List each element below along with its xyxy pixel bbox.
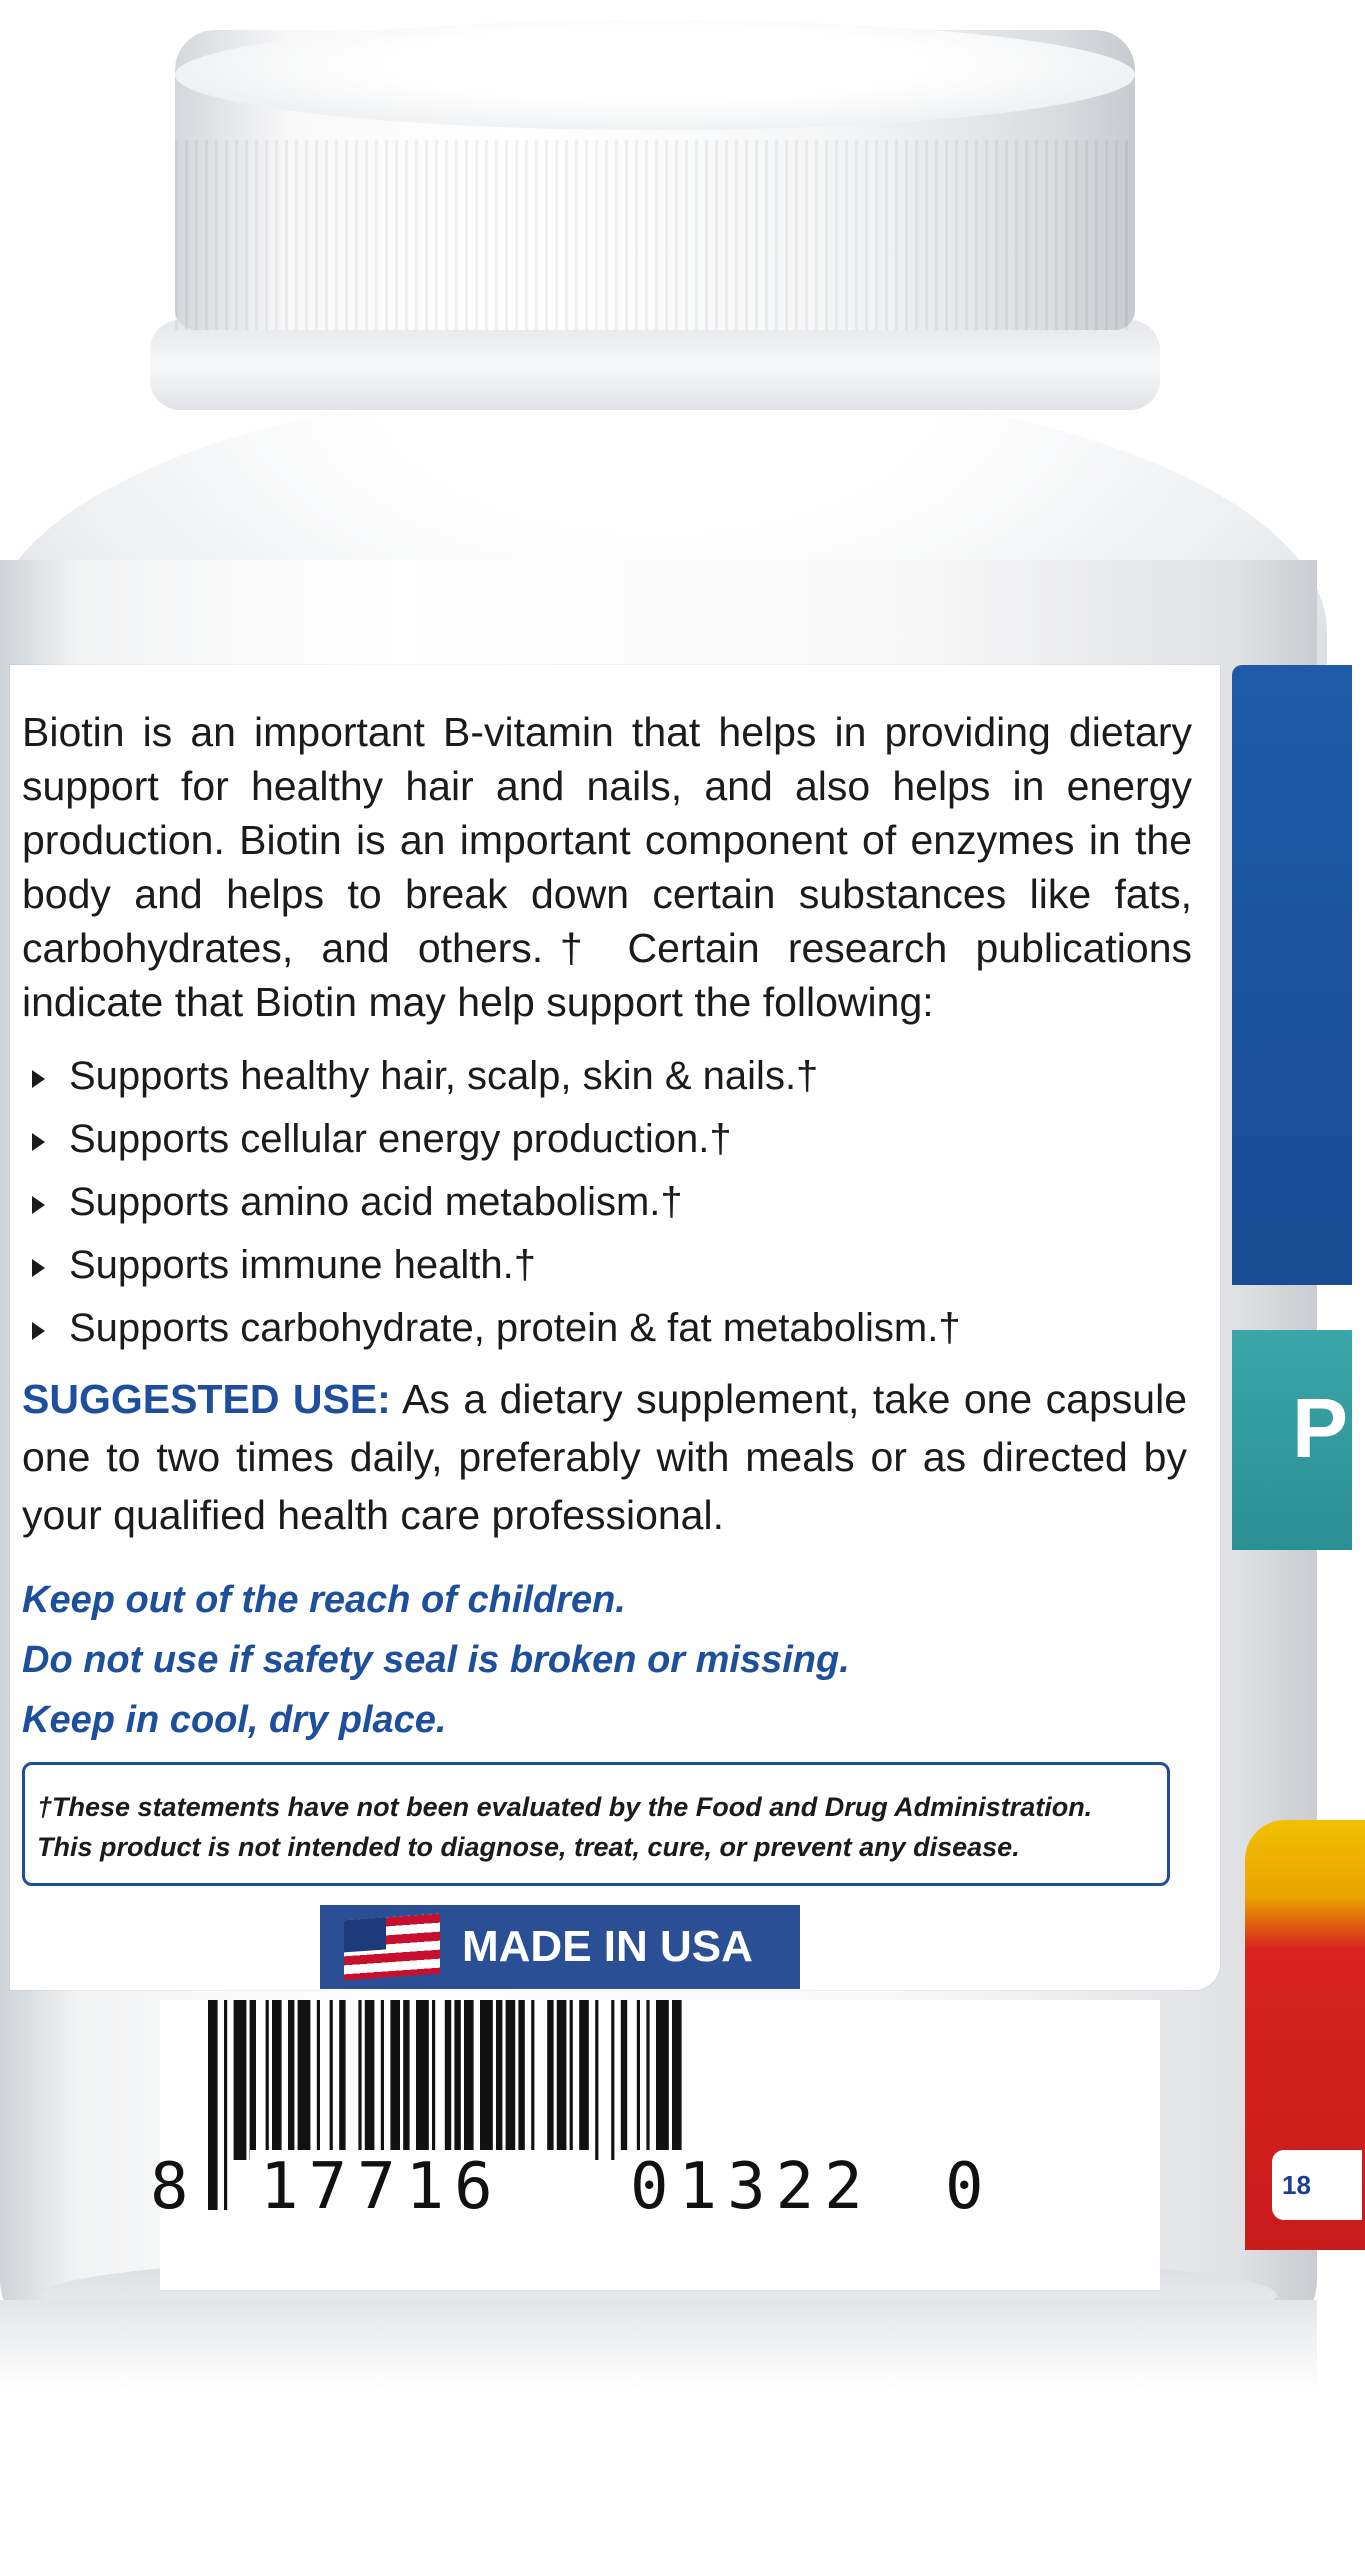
barcode-bar bbox=[570, 2000, 573, 2160]
bullet-arrow-icon bbox=[32, 1259, 45, 1277]
barcode-bar bbox=[518, 2000, 524, 2160]
disclaimer-line: This product is not intended to diagnose, treat, cure, or prevent any disease. bbox=[37, 1832, 1020, 1862]
warning-line: Keep in cool, dry place. bbox=[22, 1699, 447, 1741]
barcode-bar bbox=[579, 2000, 589, 2160]
bottle-neck bbox=[150, 320, 1160, 410]
front-label-teal-text: P bbox=[1292, 1381, 1349, 1475]
barcode-digit-right: 0 bbox=[945, 2150, 984, 2224]
barcode-bar bbox=[272, 2000, 282, 2160]
benefit-text: Supports healthy hair, scalp, skin & nails.† bbox=[69, 1054, 819, 1098]
list-item bbox=[32, 1297, 1182, 1360]
barcode-bar bbox=[432, 2000, 435, 2160]
cap-top bbox=[175, 20, 1135, 130]
benefit-text: Supports carbohydrate, protein & fat metabolism.† bbox=[69, 1306, 961, 1350]
us-flag-icon bbox=[344, 1914, 440, 1981]
suggested-use bbox=[22, 1370, 1187, 1544]
barcode-bar bbox=[250, 2000, 256, 2160]
barcode-bar bbox=[557, 2000, 567, 2160]
benefit-text: Supports cellular energy production.† bbox=[69, 1117, 732, 1161]
bullet-arrow-icon bbox=[32, 1196, 45, 1214]
barcode-bar bbox=[234, 2000, 247, 2160]
barcode-bar bbox=[496, 2000, 502, 2160]
benefits-list bbox=[32, 1045, 1182, 1360]
cap-ridges bbox=[175, 140, 1135, 330]
flag-canton bbox=[344, 1917, 386, 1952]
suggested-use-label: SUGGESTED USE: bbox=[22, 1376, 391, 1422]
bullet-arrow-icon bbox=[32, 1322, 45, 1340]
barcode-bar bbox=[266, 2000, 269, 2160]
barcode-digit-left: 8 bbox=[150, 2150, 189, 2224]
barcode-number bbox=[150, 2150, 1050, 2224]
barcode-bar bbox=[637, 2000, 640, 2160]
made-in-usa-badge bbox=[320, 1905, 800, 1989]
barcode-bar bbox=[339, 2000, 345, 2160]
barcode-bar bbox=[464, 2000, 474, 2160]
suggested-use-text: As a dietary supplement, take one capsule one to two times daily, preferably with meals or as directed by your qualified health care professional. bbox=[22, 1376, 1187, 1538]
barcode-bar bbox=[403, 2000, 409, 2160]
barcode-bar bbox=[621, 2000, 627, 2160]
list-item bbox=[32, 1171, 1182, 1234]
barcode-digits-group2: 01322 bbox=[630, 2150, 873, 2224]
barcode-bar bbox=[358, 2000, 361, 2160]
barcode-bar bbox=[381, 2000, 384, 2160]
list-item bbox=[32, 1234, 1182, 1297]
disclaimer-line: †These statements have not been evaluated by the Food and Drug Administration. bbox=[37, 1792, 1093, 1822]
product-description: Biotin is an important B-vitamin that helps in providing dietary support for healthy hair and nails, and also helps in energy production. Biotin is an important component of enzymes in the body and helps to break down certain substances like fats, carbohydrates, and others.† Certain research publications indicate that Biotin may help support the following: bbox=[22, 709, 1192, 1025]
warning-line: Do not use if safety seal is broken or missing. bbox=[22, 1639, 850, 1681]
made-in-usa-text: MADE IN USA bbox=[462, 1922, 753, 1971]
barcode-bar bbox=[416, 2000, 429, 2160]
benefit-text: Supports immune health.† bbox=[69, 1243, 536, 1287]
barcode-bar bbox=[298, 2000, 311, 2160]
warnings bbox=[22, 1570, 1187, 1750]
fda-disclaimer-box bbox=[22, 1762, 1170, 1886]
barcode-bar bbox=[646, 2000, 649, 2160]
barcode-bar bbox=[506, 2000, 516, 2160]
barcode-bar bbox=[611, 2000, 614, 2160]
list-item bbox=[32, 1108, 1182, 1171]
barcode-bar bbox=[317, 2000, 320, 2160]
barcode-bar bbox=[365, 2000, 375, 2160]
barcode-bar bbox=[390, 2000, 400, 2160]
barcode-bar bbox=[330, 2000, 333, 2160]
bullet-arrow-icon bbox=[32, 1133, 45, 1151]
list-item bbox=[32, 1045, 1182, 1108]
bullet-arrow-icon bbox=[32, 1070, 45, 1088]
barcode-bar bbox=[547, 2000, 553, 2160]
warning-line: Keep out of the reach of children. bbox=[22, 1579, 626, 1621]
front-label-count-badge: 18 bbox=[1272, 2150, 1362, 2220]
barcode-bar bbox=[288, 2000, 294, 2160]
front-label-blue-band bbox=[1232, 665, 1352, 1285]
barcode-bar bbox=[480, 2000, 493, 2160]
bottle-base bbox=[0, 2300, 1317, 2560]
benefit-text: Supports amino acid metabolism.† bbox=[69, 1180, 683, 1224]
barcode-digits-group1: 17716 bbox=[260, 2150, 503, 2224]
barcode-bar bbox=[595, 2000, 598, 2160]
barcode-bar bbox=[531, 2000, 534, 2160]
